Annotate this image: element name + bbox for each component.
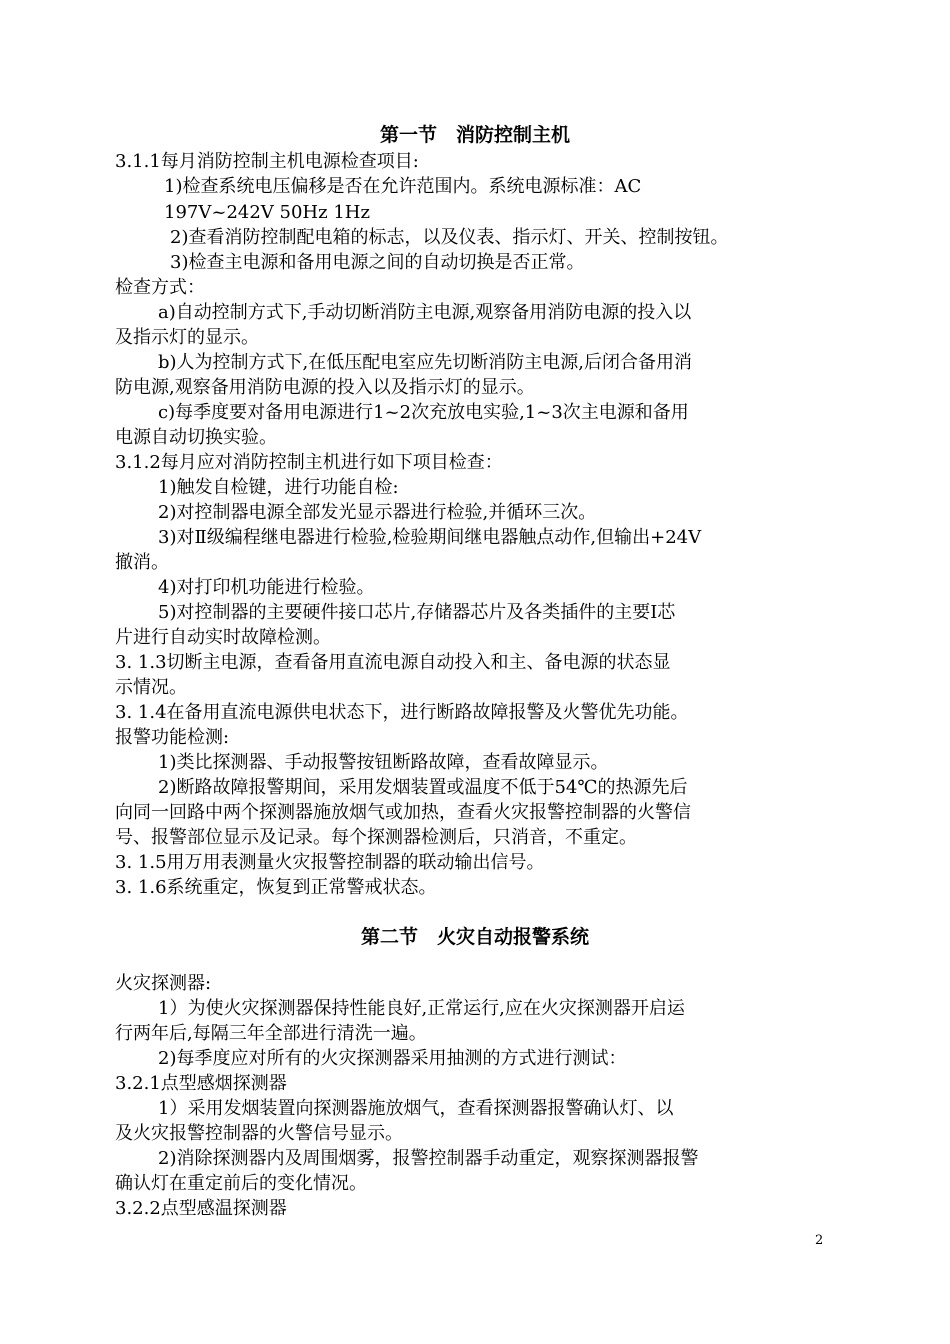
text-line: 1)检查系统电压偏移是否在允许范围内。系统电源标准：AC [164, 176, 642, 197]
text-line: 4)对打印机功能进行检验。 [158, 577, 375, 598]
text-line: 3)检查主电源和备用电源之间的自动切换是否正常。 [170, 252, 585, 273]
text-line: 确认灯在重定前后的变化情况。 [115, 1173, 367, 1194]
text-line: 1）采用发烟装置向探测器施放烟气，查看探测器报警确认灯、以 [158, 1098, 674, 1119]
text-line: 检查方式： [115, 277, 205, 298]
text-line: 2)每季度应对所有的火灾探测器采用抽测的方式进行测试： [158, 1048, 627, 1069]
text-line: 火灾探测器: [115, 973, 212, 994]
text-line: 3. 1.6系统重定，恢复到正常警戒状态。 [115, 877, 437, 898]
section-2-title: 第二节 火灾自动报警系统 [360, 926, 589, 948]
text-line: 2)消除探测器内及周围烟雾，报警控制器手动重定，观察探测器报警 [158, 1148, 699, 1169]
text-line: 电源自动切换实验。 [115, 427, 277, 448]
text-line: 1)类比探测器、手动报警按钮断路故障，查看故障显示。 [158, 752, 609, 773]
text-line: 报警功能检测: [115, 727, 230, 748]
text-line: 3)对Ⅱ级编程继电器进行检验,检验期间继电器触点动作,但输出+24V [158, 527, 702, 548]
text-line: 1)触发自检键，进行功能自检: [158, 477, 399, 498]
text-line: c)每季度要对备用电源进行1~2次充放电实验,1~3次主电源和备用 [158, 402, 689, 423]
text-line: b)人为控制方式下,在低压配电室应先切断消防主电源,后闭合备用消 [158, 352, 692, 373]
text-line: 防电源,观察备用消防电源的投入以及指示灯的显示。 [115, 377, 535, 398]
text-line: 撤消。 [115, 552, 169, 573]
text-line: 向同一回路中两个探测器施放烟气或加热，查看火灾报警控制器的火警信 [115, 802, 691, 823]
text-line: 3.2.2点型感温探测器 [115, 1198, 287, 1219]
text-line: 1）为使火灾探测器保持性能良好,正常运行,应在火灾探测器开启运 [158, 998, 685, 1019]
text-line: 号、报警部位显示及记录。每个探测器检测后，只消音，不重定。 [115, 827, 637, 848]
text-line: 5)对控制器的主要硬件接口芯片,存储器芯片及各类插件的主要I芯 [158, 602, 676, 623]
text-line: 3.2.1点型感烟探测器 [115, 1073, 287, 1094]
page-number: 2 [815, 1233, 824, 1248]
text-line: 3.1.2每月应对消防控制主机进行如下项目检查： [115, 452, 503, 473]
text-line: 2)对控制器电源全部发光显示器进行检验,并循环三次。 [158, 502, 597, 523]
text-line: 3. 1.3切断主电源，查看备用直流电源自动投入和主、备电源的状态显 [115, 652, 671, 673]
text-line: 及火灾报警控制器的火警信号显示。 [115, 1123, 403, 1144]
section-1-title: 第一节 消防控制主机 [379, 124, 570, 146]
text-line: 3. 1.5用万用表测量火灾报警控制器的联动输出信号。 [115, 852, 545, 873]
text-line: 片进行自动实时故障检测。 [115, 627, 331, 648]
text-line: 及指示灯的显示。 [115, 327, 259, 348]
text-line: 2)断路故障报警期间，采用发烟装置或温度不低于54℃的热源先后 [158, 777, 688, 798]
text-line: 示情况。 [115, 677, 187, 698]
text-line: 3. 1.4在备用直流电源供电状态下，进行断路故障报警及火警优先功能。 [115, 702, 689, 723]
text-line: 3.1.1每月消防控制主机电源检查项目: [115, 151, 419, 172]
text-line: 行两年后,每隔三年全部进行清洗一遍。 [115, 1023, 427, 1044]
text-line: 197V~242V 50Hz 1Hz [164, 202, 370, 223]
text-line: a)自动控制方式下,手动切断消防主电源,观察备用消防电源的投入以 [158, 302, 692, 323]
text-line: 2)查看消防控制配电箱的标志，以及仪表、指示灯、开关、控制按钮。 [170, 227, 729, 248]
